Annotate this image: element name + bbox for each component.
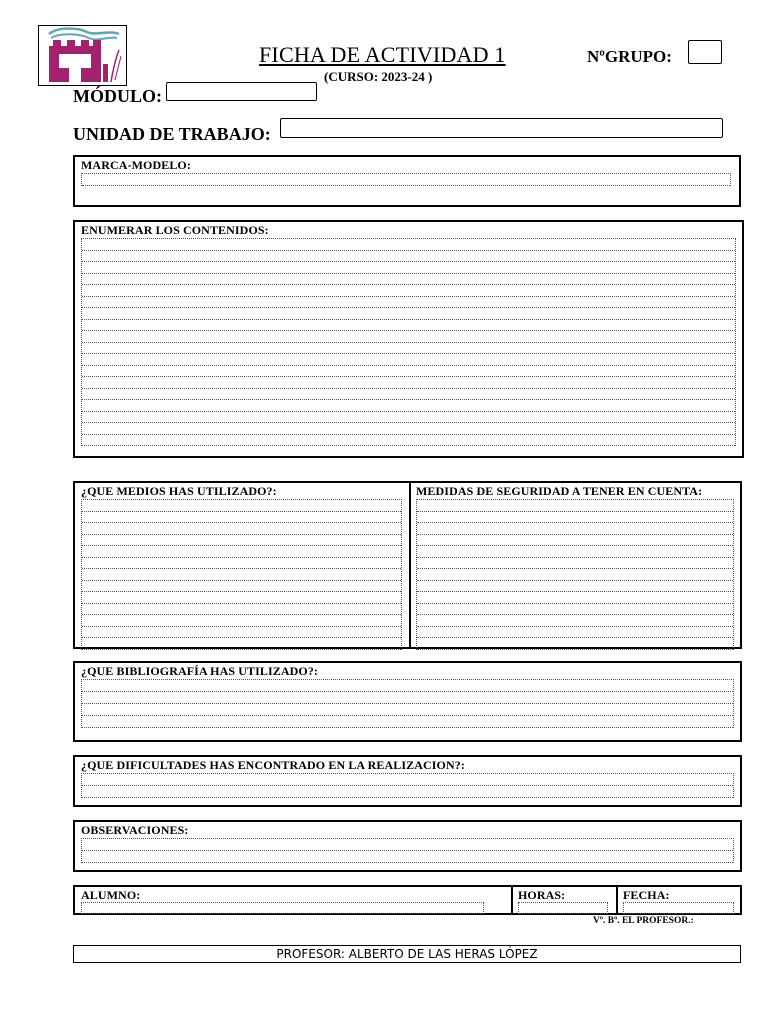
contents-section <box>73 220 744 458</box>
brand-model-lines[interactable] <box>81 173 731 186</box>
bibliography-label: ¿QUE BIBLIOGRAFÍA HAS UTILIZADO?: <box>81 664 319 678</box>
school-logo <box>38 25 127 86</box>
brand-model-section <box>73 155 741 207</box>
group-label: NºGRUPO: <box>587 47 672 66</box>
hours-label: HORAS: <box>518 888 566 902</box>
work-unit-field[interactable] <box>280 118 723 138</box>
group-field[interactable] <box>688 40 722 64</box>
student-row <box>73 885 742 915</box>
module-field[interactable] <box>166 82 317 101</box>
course-year: (CURSO: 2023-24 ) <box>324 69 433 84</box>
means-lines[interactable] <box>81 499 402 650</box>
brand-model-label: MARCA-MODELO: <box>81 158 191 172</box>
difficulties-lines[interactable] <box>81 773 734 798</box>
difficulties-section <box>73 755 742 807</box>
teacher-approval-label: Vº. Bº. EL PROFESOR.: <box>593 916 694 926</box>
observations-lines[interactable] <box>81 838 734 863</box>
means-safety-section <box>73 481 742 649</box>
safety-label: MEDIDAS DE SEGURIDAD A TENER EN CUENTA: <box>416 484 703 498</box>
teacher-footer: PROFESOR: ALBERTO DE LAS HERAS LÓPEZ <box>73 945 741 963</box>
difficulties-label: ¿QUE DIFICULTADES HAS ENCONTRADO EN LA REALIZACION?: <box>81 758 465 772</box>
means-label: ¿QUE MEDIOS HAS UTILIZADO?: <box>81 484 277 498</box>
safety-lines[interactable] <box>416 499 734 650</box>
date-label: FECHA: <box>623 888 670 902</box>
observations-section <box>73 820 742 872</box>
hours-field[interactable] <box>518 902 608 914</box>
bibliography-lines[interactable] <box>81 679 734 728</box>
student-label: ALUMNO: <box>81 888 141 902</box>
module-label: MÓDULO: <box>73 86 162 106</box>
page-title: FICHA DE ACTIVIDAD 1 <box>259 42 506 67</box>
bibliography-section <box>73 661 742 742</box>
contents-lines[interactable] <box>81 238 736 446</box>
student-field[interactable] <box>81 902 484 914</box>
date-field[interactable] <box>623 902 734 914</box>
work-unit-label: UNIDAD DE TRABAJO: <box>73 124 271 144</box>
contents-label: ENUMERAR LOS CONTENIDOS: <box>81 223 269 237</box>
observations-label: OBSERVACIONES: <box>81 823 189 837</box>
